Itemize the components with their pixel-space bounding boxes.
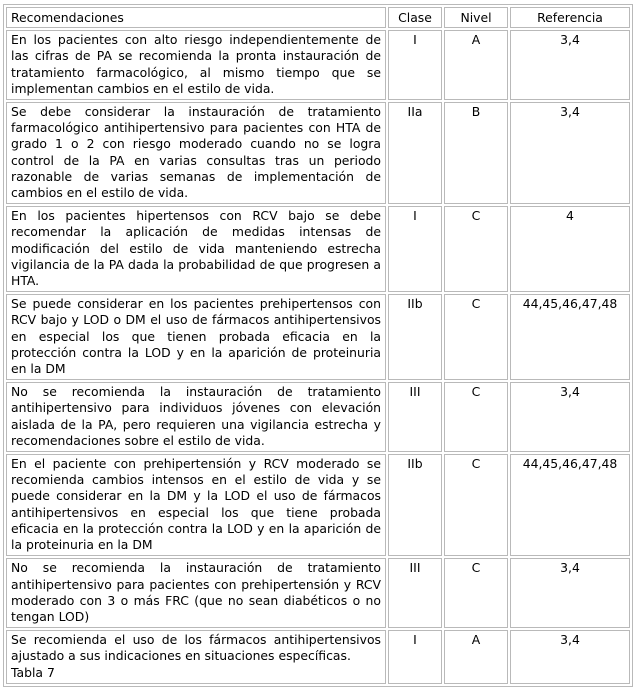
reference-cell: 3,4: [510, 102, 630, 204]
header-recommendations: Recomendaciones: [6, 7, 386, 28]
level-cell: A: [444, 630, 508, 684]
recommendation-text: Se debe considerar la instauración de tratamiento farmacológico antihipertensivo para pacientes con HTA de grado 1 o 2 con riesgo moderado cuando no se logra control de la PA en varias consultas tras un periodo razonable de varias semanas de implementación de cambios en el estilo de vida.: [6, 102, 386, 204]
header-class: Clase: [388, 7, 442, 28]
class-cell: I: [388, 630, 442, 684]
level-cell: C: [444, 454, 508, 556]
recommendations-table: [3, 4, 633, 687]
recommendation-text: No se recomienda la instauración de tratamiento antihipertensivo para pacientes con prehipertensión y RCV moderado con 3 o más FRC (que no sean diabéticos o no tengan LOD): [6, 558, 386, 628]
recommendation-text: En el paciente con prehipertensión y RCV moderado se recomienda cambios intensos en el estilo de vida y se puede considerar en la DM y la LOD el uso de fármacos antihipertensivos en especial los que tiene probada eficacia en la protección contra la LOD y en la aparición de la proteinuria en la DM: [6, 454, 386, 556]
reference-cell: 3,4: [510, 630, 630, 684]
table-row: [6, 454, 630, 556]
reference-cell: 44,45,46,47,48: [510, 294, 630, 380]
class-cell: IIb: [388, 454, 442, 556]
table-row: [6, 558, 630, 628]
recommendation-cell-last: [6, 630, 386, 684]
table-row: [6, 206, 630, 292]
recommendations-table-container: [3, 4, 633, 687]
class-cell: III: [388, 382, 442, 452]
reference-cell: 4: [510, 206, 630, 292]
class-cell: I: [388, 206, 442, 292]
recommendation-text: En los pacientes hipertensos con RCV bajo se debe recomendar la aplicación de medidas intensas de modificación del estilo de vida manteniendo estrecha vigilancia de la PA dada la probabilidad de que progresen a HTA.: [6, 206, 386, 292]
table-row: [6, 382, 630, 452]
table-row: [6, 294, 630, 380]
level-cell: A: [444, 30, 508, 100]
recommendation-text: No se recomienda la instauración de tratamiento antihipertensivo para individuos jóvenes con elevación aislada de la PA, pero requieren una vigilancia estrecha y recomendaciones sobre el estilo de vida.: [6, 382, 386, 452]
reference-cell: 3,4: [510, 382, 630, 452]
recommendation-text: En los pacientes con alto riesgo independientemente de las cifras de PA se recomienda la pronta instauración de tratamiento farmacológico, al mismo tiempo que se implementan cambios en el estilo de vida.: [6, 30, 386, 100]
table-row: [6, 102, 630, 204]
reference-cell: 3,4: [510, 558, 630, 628]
level-cell: C: [444, 558, 508, 628]
recommendation-text: Se recomienda el uso de los fármacos antihipertensivos ajustado a sus indicaciones en situaciones específicas.: [11, 632, 381, 664]
recommendation-text: Se puede considerar en los pacientes prehipertensos con RCV bajo y LOD o DM el uso de fármacos antihipertensivos en especial los que tienen probada eficacia en la protección contra la LOD y en la aparición de proteinuria en la DM: [6, 294, 386, 380]
level-cell: C: [444, 294, 508, 380]
class-cell: IIa: [388, 102, 442, 204]
level-cell: C: [444, 206, 508, 292]
reference-cell: 3,4: [510, 30, 630, 100]
header-reference: Referencia: [510, 7, 630, 28]
class-cell: III: [388, 558, 442, 628]
class-cell: I: [388, 30, 442, 100]
table-row: [6, 30, 630, 100]
class-cell: IIb: [388, 294, 442, 380]
reference-cell: 44,45,46,47,48: [510, 454, 630, 556]
table-caption: Tabla 7: [11, 664, 55, 680]
level-cell: C: [444, 382, 508, 452]
table-row: [6, 630, 630, 684]
header-level: Nivel: [444, 7, 508, 28]
level-cell: B: [444, 102, 508, 204]
table-header-row: [6, 7, 630, 28]
